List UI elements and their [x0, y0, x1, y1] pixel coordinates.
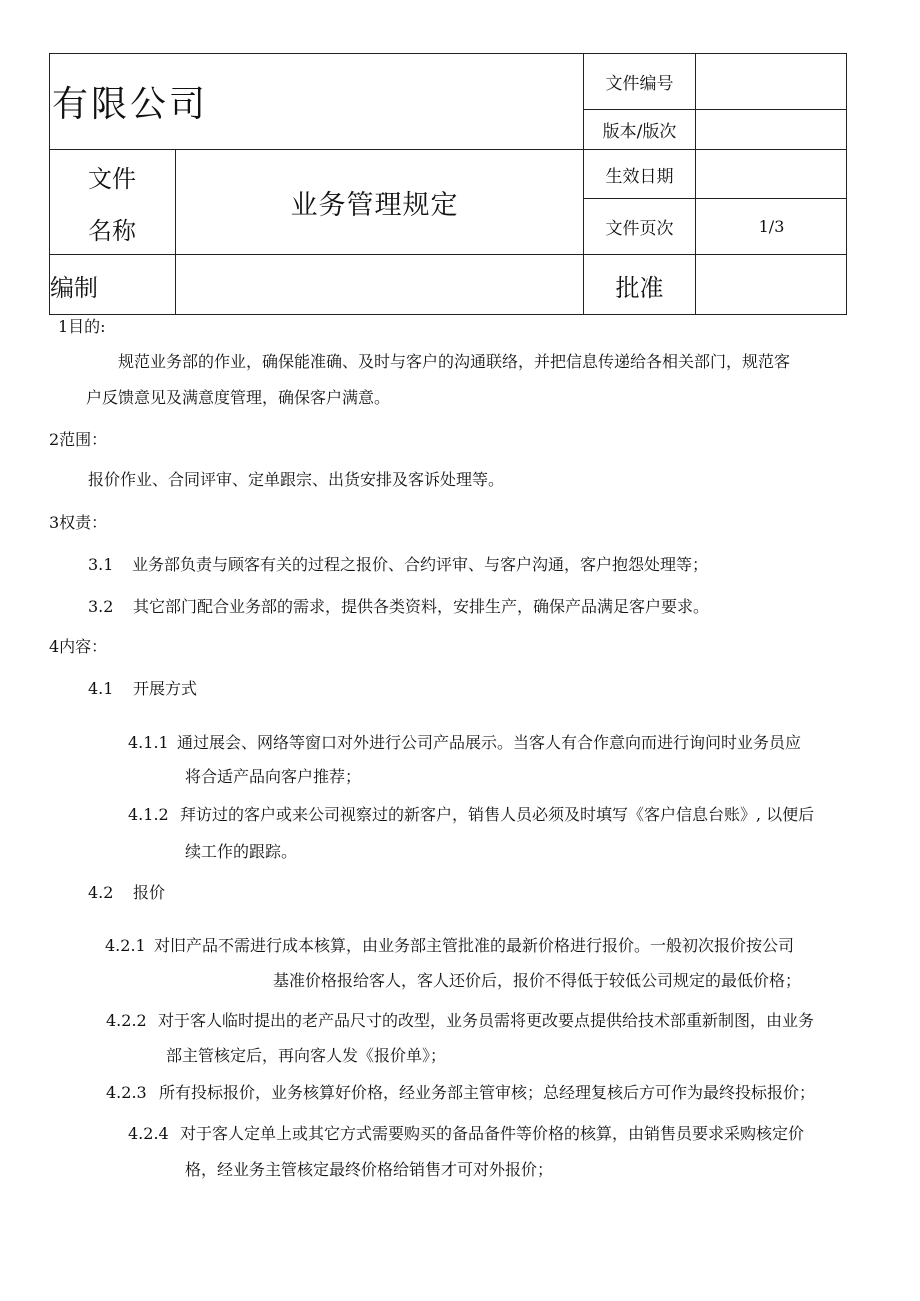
effective-date-value: [696, 150, 847, 198]
paragraph-line: 对于客人临时提出的老产品尺寸的改型，业务员需将更改要点提供给技术部重新制图，由业务: [158, 1011, 815, 1030]
paragraph-line: 户反馈意见及满意度管理，确保客户满意。: [86, 388, 391, 407]
item-number: 4.2: [88, 883, 114, 902]
effective-date-label: 生效日期: [605, 166, 674, 187]
compiled-by-label: 编制: [50, 273, 98, 302]
approved-by-value: [696, 255, 847, 315]
file-name-label-line1: 文件: [88, 164, 136, 193]
paragraph-line: 其它部门配合业务部的需求，提供各类资料，安排生产，确保产品满足客户要求。: [133, 597, 710, 616]
paragraph-line: 续工作的跟踪。: [185, 842, 298, 861]
paragraph-line: 格，经业务主管核定最终价格给销售才可对外报价；: [185, 1160, 554, 1179]
paragraph-line: 业务部负责与顾客有关的过程之报价、合约评审、与客户沟通，客户抱怨处理等；: [132, 555, 709, 574]
page-number-label: 文件页次: [605, 219, 674, 239]
section-heading: 1目的:: [58, 317, 106, 336]
item-number: 3.2: [88, 597, 114, 616]
paragraph-line: 通过展会、网络等窗口对外进行公司产品展示。当客人有合作意向而进行询问时业务员应: [177, 733, 802, 752]
section-heading: 4内容：: [49, 637, 108, 656]
item-number: 4.2.4: [128, 1124, 169, 1143]
document-title: 业务管理规定: [290, 189, 459, 221]
item-number: 4.2.3: [106, 1083, 147, 1102]
item-number: 3.1: [88, 555, 114, 574]
compiled-by-value: [176, 255, 583, 315]
doc-number-value: [696, 54, 847, 109]
paragraph-line: 报价作业、合同评审、定单跟宗、出货安排及客诉处理等。: [88, 470, 505, 489]
section-heading: 2范围：: [49, 430, 108, 449]
document-header-table: [49, 53, 847, 315]
item-number: 4.1: [88, 679, 114, 698]
paragraph-line: 部主管核定后，再向客人发《报价单》；: [166, 1046, 447, 1065]
file-name-label-line2: 名称: [88, 216, 136, 245]
version-label: 版本/版次: [602, 122, 677, 142]
paragraph-line: 基准价格报给客人，客人还价后，报价不得低于较低公司规定的最低价格；: [273, 971, 802, 990]
paragraph-line: 拜访过的客户或来公司视察过的新客户，销售人员必须及时填写《客户信息台账》, 以便后: [180, 805, 815, 824]
paragraph-line: 对旧产品不需进行成本核算，由业务部主管批准的最新价格进行报价。一般初次报价按公司: [154, 936, 795, 955]
subsection-title: 开展方式: [133, 679, 198, 698]
company-name: 有限公司: [52, 84, 209, 125]
paragraph-line: 所有投标报价，业务核算好价格，经业务部主管审核；总经理复核后方可作为最终投标报价；: [159, 1083, 816, 1102]
item-number: 4.1.1: [128, 733, 169, 752]
item-number: 4.1.2: [128, 805, 169, 824]
section-heading: 3权责：: [49, 513, 108, 532]
page-number-value: 1/3: [758, 217, 785, 236]
version-value: [696, 110, 847, 149]
doc-number-label: 文件编号: [605, 74, 674, 94]
paragraph-line: 规范业务部的作业，确保能准确、及时与客户的沟通联络，并把信息传递给各相关部门，规范客: [118, 352, 791, 371]
subsection-title: 报价: [133, 883, 166, 902]
item-number: 4.2.1: [105, 936, 146, 955]
paragraph-line: 对于客人定单上或其它方式需要购买的备品备件等价格的核算，由销售员要求采购核定价: [180, 1124, 805, 1143]
approved-by-label: 批准: [615, 273, 664, 302]
paragraph-line: 将合适产品向客户推荐；: [185, 767, 362, 786]
item-number: 4.2.2: [106, 1011, 147, 1030]
